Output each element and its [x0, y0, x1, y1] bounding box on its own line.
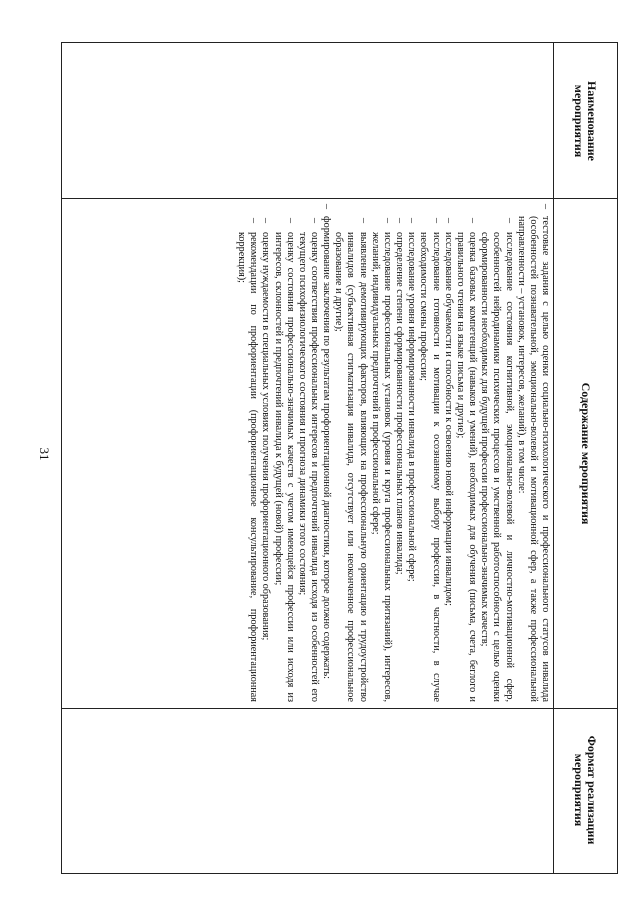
header-format: Формат реализации мероприятия: [572, 735, 600, 845]
list-item: [442, 204, 454, 702]
dash-marker: –: [321, 204, 333, 210]
list-item: [271, 204, 295, 702]
dash-marker: –: [284, 218, 296, 224]
column-divider: [62, 708, 617, 709]
list-item: [235, 204, 259, 702]
dash-marker: –: [248, 218, 260, 224]
item-text: исследование готовности и мотивации к осознанному выбору профессии, в частности, в случае необходимости смены профессии;: [418, 232, 442, 702]
activities-table: [61, 42, 618, 874]
page-number: 31: [37, 447, 52, 461]
item-text: оценку соответствия профессиональных интересов и предпочтений инвалида исходя из особенностей его текущего психофизиологического состояния и прогноза динамики этого состояния;: [296, 232, 321, 702]
list-item: [296, 204, 320, 702]
list-item: [478, 204, 514, 702]
dash-marker: –: [503, 218, 515, 224]
item-text: оценка базовых компетенций (навыков и умений), необходимых для обучения (письма, счета, беглого и правильного чтения на языке письма и другие);: [454, 232, 479, 702]
list-item: [320, 204, 332, 702]
item-text: исследование уровня информированности инвалида в профессиональной сфере;: [406, 232, 418, 582]
dash-marker: –: [442, 218, 454, 224]
list-item: [393, 204, 405, 702]
item-text: исследование обучаемости и способности к освоению новой информации инвалидом;: [442, 232, 454, 606]
dash-marker: –: [309, 218, 321, 224]
header-name: Наименование мероприятия: [572, 81, 600, 161]
list-item: [259, 204, 271, 702]
list-item: [405, 204, 417, 702]
dash-marker: –: [381, 218, 393, 224]
item-text: оценку нуждаемости в специальных условиях получения профориентационного образования;: [260, 232, 272, 641]
dash-marker: –: [406, 218, 418, 224]
list-item: [515, 204, 551, 702]
item-text: исследование профессиональных установок (уровня и круга профессиональных притязаний), интересов, желаний, индивидуальных предпочтений в профессиональной сфере;: [369, 232, 393, 702]
dash-marker: –: [540, 204, 551, 210]
item-text: выявление демотивирующих факторов, влияющих на профессиональную ориентацию и трудоустройство инвалидов (субъективная стигматизация инвалида, отсутствует или неоконченное профессиональное образование и другие);: [333, 232, 369, 702]
list-item: [332, 204, 368, 702]
dash-marker: –: [430, 218, 442, 224]
item-text: исследование состояния когнитивной, эмоционально-волевой и личностно-мотивационной сфер, особенностей нейродинамики психических процессов и умственной работоспособности с целью оценки сформированности необходимых для будущей профессии профессионально-значимых качеств;: [479, 232, 515, 702]
dash-marker: –: [467, 218, 479, 224]
list-item: [417, 204, 441, 702]
item-text: рекомендации по профориентации (профориентационное консультирование, профориентационная коррекция);: [236, 232, 260, 702]
item-text: оценку состояния профессионально-значимых качеств с учетом имеющейся профессии или исходя из интересов, склонностей и предпочтений инвалида к будущей (новой) профессии;: [272, 232, 296, 702]
header-content: Содержание мероприятия: [579, 382, 593, 525]
item-text: определение степени сформированности профессиональных планов инвалида;: [394, 232, 406, 575]
dash-marker: –: [394, 218, 406, 224]
content-cell: [235, 204, 551, 702]
list-item: [369, 204, 393, 702]
dash-marker: –: [357, 218, 369, 224]
item-text: формирование заключения по результатам профориентационной диагностики, которое должно содержать:: [321, 216, 333, 679]
column-divider: [62, 198, 617, 199]
list-item: [454, 204, 478, 702]
dash-marker: –: [260, 218, 272, 224]
item-text: тестовые задания с целью оценки социально-психологического и профессионального статусов инвалида (особенностей познавательной, эмоционально-волевой и мотивационной сфер, а также профессиональной направленности – установок, интересов, желаний), в том числе:: [515, 216, 551, 702]
